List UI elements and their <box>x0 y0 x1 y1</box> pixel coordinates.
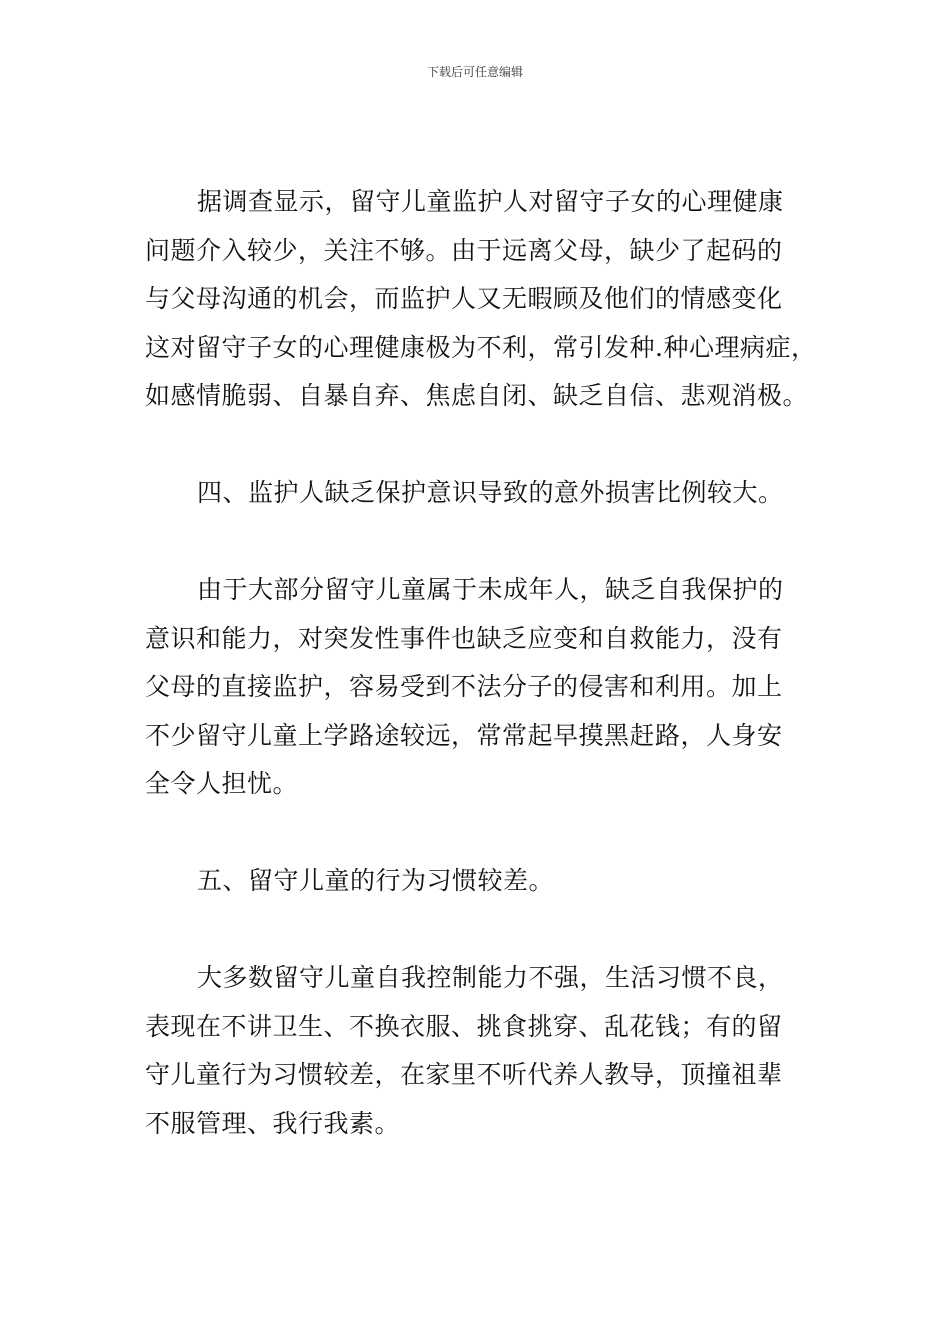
paragraph-safety <box>145 566 810 809</box>
text-line: 全令人担忧。 <box>145 769 299 798</box>
heading-line: 五、留守儿童的行为习惯较差。 <box>197 866 555 895</box>
text-line: 与父母沟通的机会，而监护人又无暇顾及他们的情感变化 <box>145 284 783 313</box>
heading-line: 四、监护人缺乏保护意识导致的意外损害比例较大。 <box>197 478 784 507</box>
page-header: 下载后可任意编辑 <box>426 65 523 79</box>
text-line: 不少留守儿童上学路途较远，常常起早摸黑赶路，人身安 <box>145 720 783 750</box>
text-line: 不服管理、我行我素。 <box>145 1108 401 1138</box>
text-line: 表现在不讲卫生、不换衣服、挑食挑穿、乱花钱；有的留 <box>145 1011 783 1041</box>
document-body <box>145 178 817 1197</box>
text-line: 据调查显示，留守儿童监护人对留守子女的心理健康 <box>197 187 784 216</box>
text-line: 父母的直接监护，容易受到不法分子的侵害和利用。加上 <box>145 672 783 701</box>
text-line: 如感情脆弱、自暴自弃、焦虑自闭、缺乏自信、悲观消极。 <box>145 381 809 410</box>
section-heading-five <box>145 857 810 906</box>
paragraph-behavior <box>145 954 810 1148</box>
text-line: 大多数留守儿童自我控制能力不强，生活习惯不良， <box>197 963 784 992</box>
text-line: 由于大部分留守儿童属于未成年人，缺乏自我保护的 <box>197 575 784 604</box>
text-line: 这对留守子女的心理健康极为不利，常引发种.种心理病症， <box>145 332 817 362</box>
section-heading-four <box>145 469 810 518</box>
text-line: 意识和能力，对突发性事件也缺乏应变和自救能力，没有 <box>145 623 783 653</box>
paragraph-psychology <box>145 178 817 421</box>
text-line: 守儿童行为习惯较差，在家里不听代养人教导，顶撞祖辈 <box>145 1060 783 1089</box>
text-line: 问题介入较少，关注不够。由于远离父母，缺少了起码的 <box>145 235 783 265</box>
